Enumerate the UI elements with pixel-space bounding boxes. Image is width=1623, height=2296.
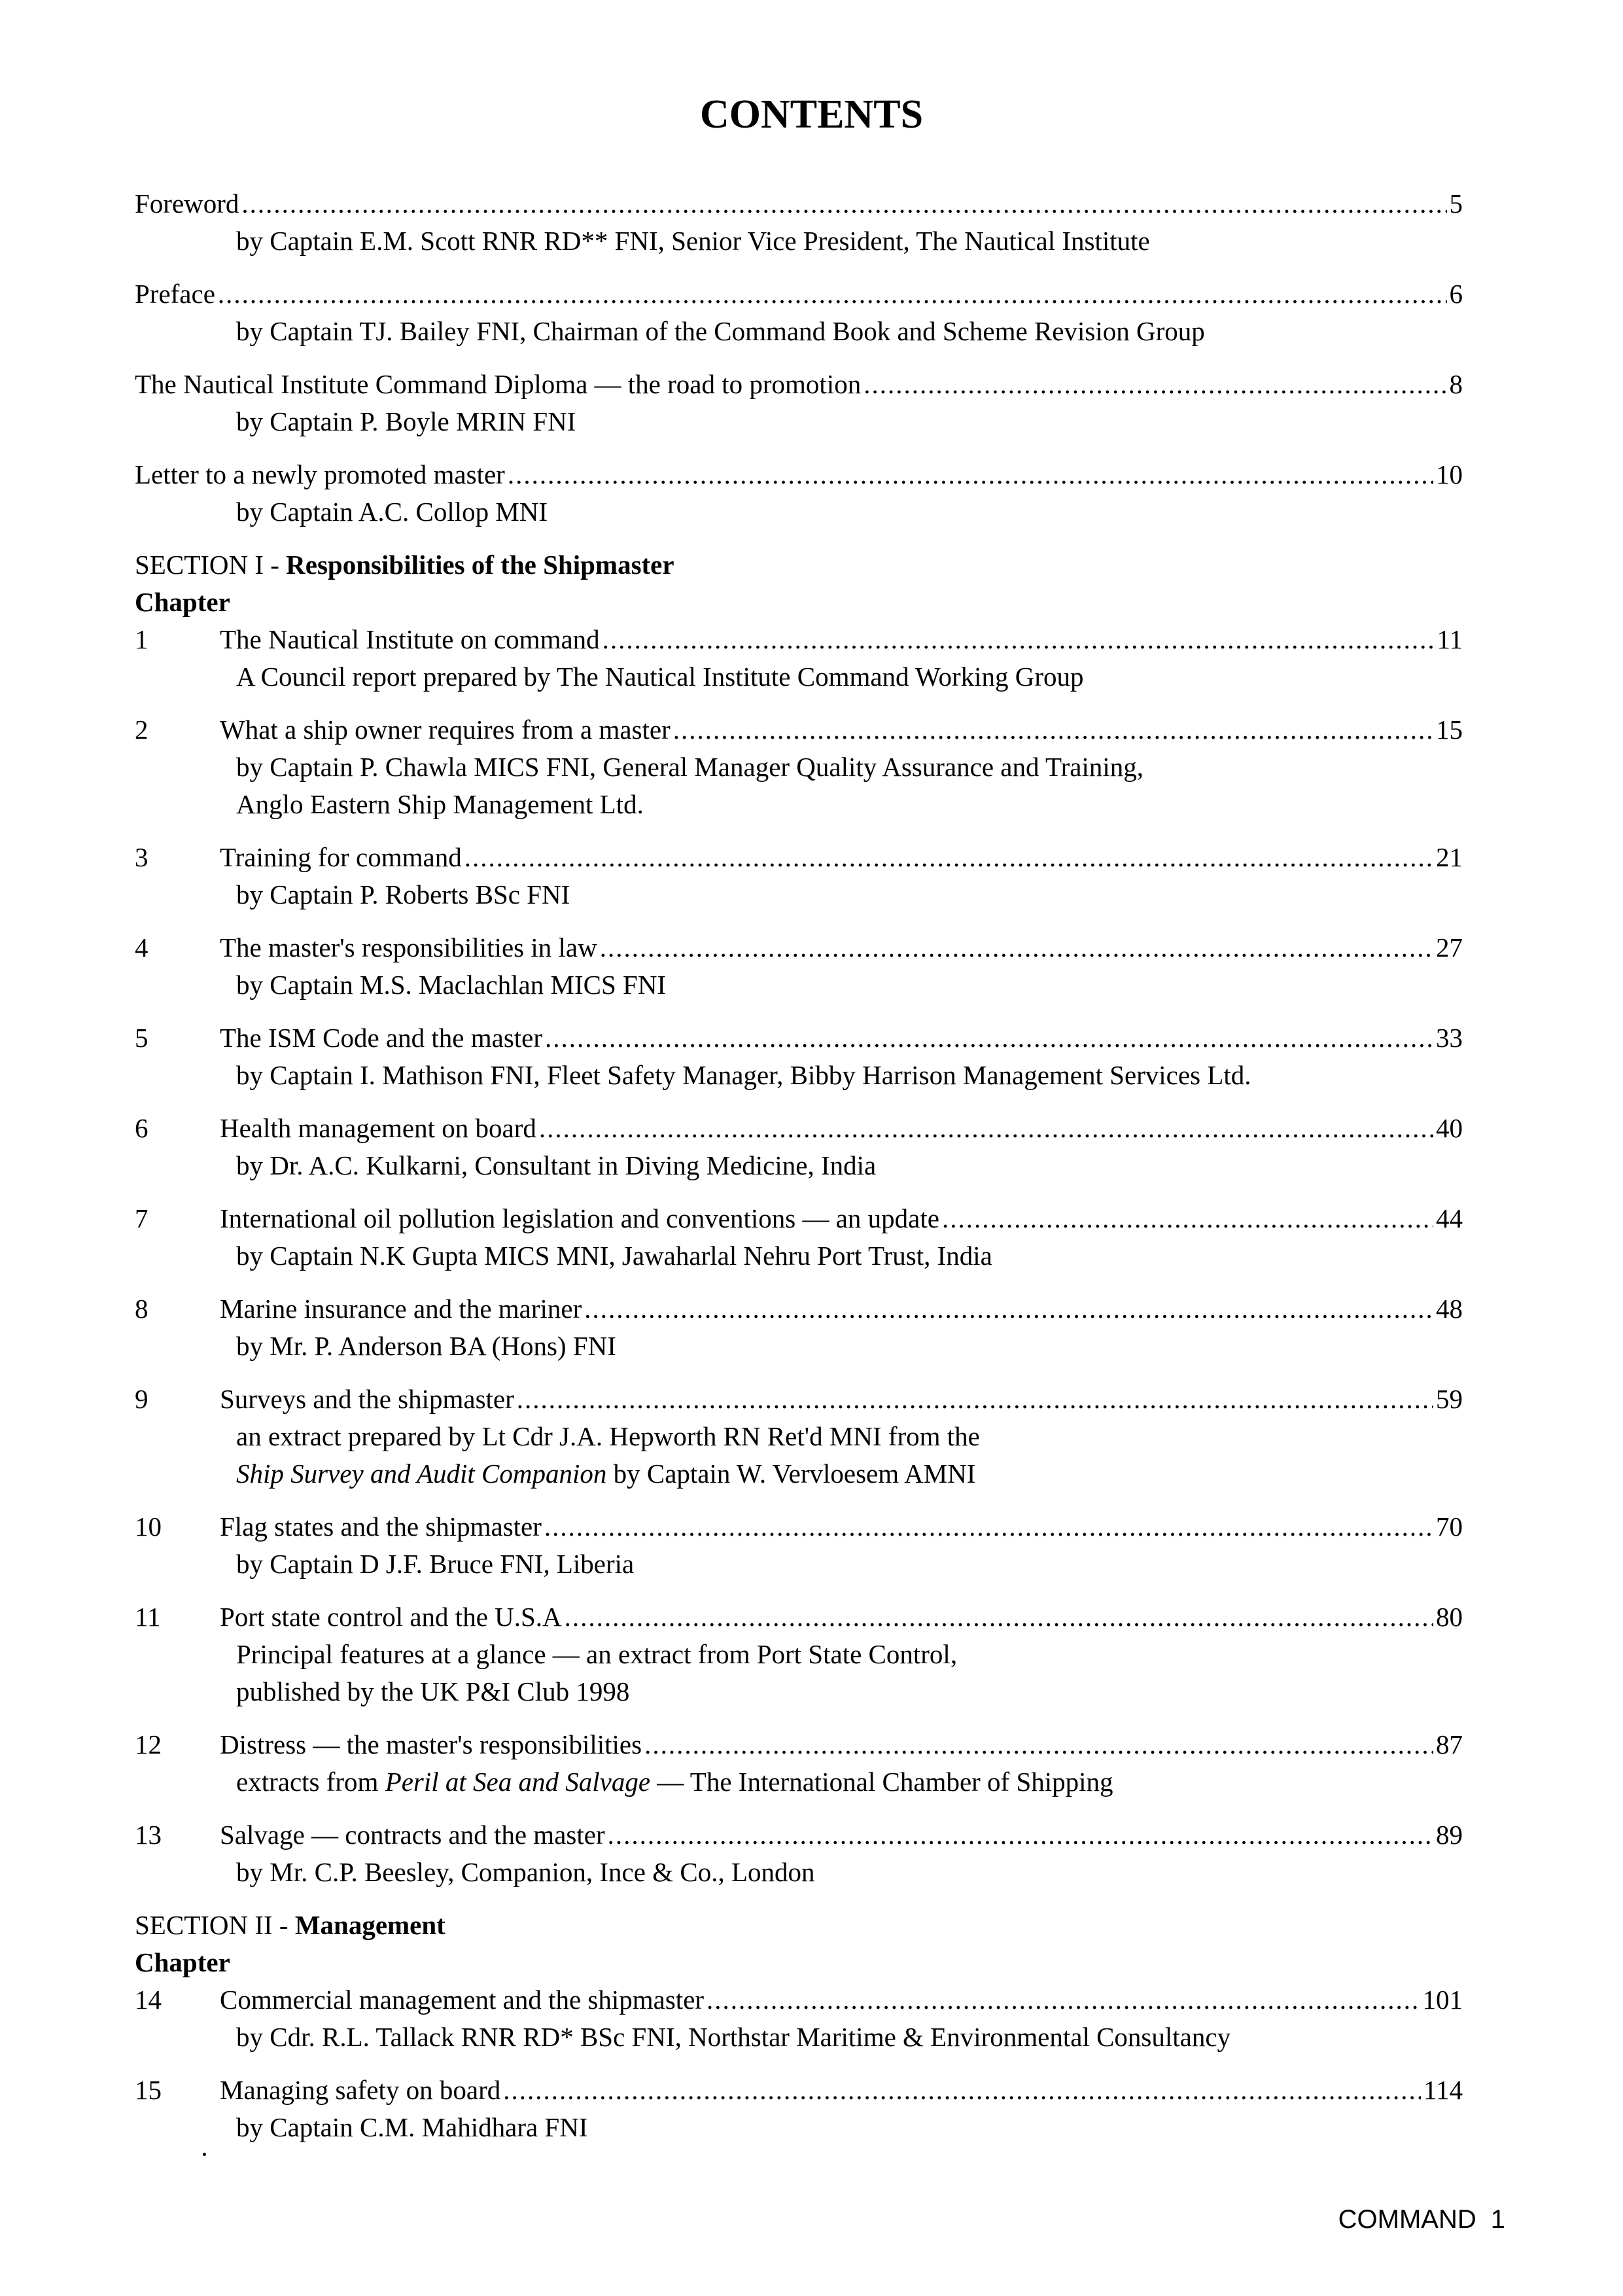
entry-page: 80 <box>1436 1602 1463 1632</box>
chapter-number: 8 <box>135 1294 148 1324</box>
entry-page: 87 <box>1436 1729 1463 1759</box>
entry-page: 21 <box>1436 842 1463 872</box>
section-prefix: SECTION I - <box>135 550 287 580</box>
entry-author: by Captain D J.F. Bruce FNI, Liberia <box>236 1549 635 1579</box>
entry-author: by Captain N.K Gupta MICS MNI, Jawaharlal Nehru Port Trust, India <box>236 1241 992 1271</box>
entry-page: 8 <box>1449 369 1463 399</box>
leader-dots <box>464 839 1433 876</box>
footer-label: COMMAND <box>1338 2205 1476 2234</box>
toc-entry-chapter-11[interactable] <box>135 1598 1463 1710</box>
chapter-number: 11 <box>135 1602 161 1632</box>
section-name: Management <box>294 1910 445 1940</box>
chapter-number: 4 <box>135 932 148 963</box>
footer-page-number: 1 <box>1490 2205 1505 2234</box>
toc-entry-chapter-6[interactable] <box>135 1110 1463 1184</box>
entry-title: The Nautical Institute on command <box>220 624 600 654</box>
entry-author: by Captain C.M. Mahidhara FNI <box>236 2112 588 2142</box>
entry-title: Foreword <box>135 188 239 219</box>
entry-author: by Captain E.M. Scott RNR RD** FNI, Senior Vice President, The Nautical Institute <box>236 226 1150 256</box>
entry-title: Salvage — contracts and the master <box>220 1820 605 1850</box>
leader-dots <box>644 1726 1433 1763</box>
toc-entry-chapter-1[interactable] <box>135 621 1463 696</box>
entry-author: by Captain M.S. Maclachlan MICS FNI <box>236 970 667 1000</box>
chapter-label: Chapter <box>135 1947 230 1977</box>
entry-title: Letter to a newly promoted master <box>135 459 505 489</box>
entry-author: by Captain P. Roberts BSc FNI <box>236 879 570 910</box>
chapter-number: 6 <box>135 1113 148 1143</box>
leader-dots <box>544 1508 1433 1545</box>
entry-page: 5 <box>1449 188 1463 219</box>
leader-dots <box>673 711 1433 749</box>
toc-entry-chapter-13[interactable] <box>135 1816 1463 1891</box>
entry-author: by Captain TJ. Bailey FNI, Chairman of the Command Book and Scheme Revision Group <box>236 316 1205 346</box>
entry-author: by Cdr. R.L. Tallack RNR RD* BSc FNI, Northstar Maritime & Environmental Consultancy <box>236 2022 1231 2052</box>
section-heading <box>135 546 1463 584</box>
leader-dots <box>707 1981 1420 2019</box>
entry-title: Flag states and the shipmaster <box>220 1511 542 1542</box>
toc-entry-chapter-15[interactable] <box>135 2072 1463 2146</box>
entry-author: by Mr. P. Anderson BA (Hons) FNI <box>236 1331 616 1361</box>
entry-author: by Captain P. Boyle MRIN FNI <box>236 406 576 436</box>
chapter-number: 5 <box>135 1023 148 1053</box>
toc-entry-chapter-9[interactable] <box>135 1381 1463 1492</box>
chapter-number: 7 <box>135 1203 148 1233</box>
entry-title: The ISM Code and the master <box>220 1023 543 1053</box>
entry-author-line-2: Anglo Eastern Ship Management Ltd. <box>236 789 644 819</box>
book-title: Ship Survey and Audit Companion <box>236 1458 607 1489</box>
entry-page: 15 <box>1436 715 1463 745</box>
leader-dots <box>602 621 1435 658</box>
entry-page: 89 <box>1436 1820 1463 1850</box>
entry-author <box>135 1763 1463 1801</box>
page-title: CONTENTS <box>699 92 924 137</box>
entry-author: by Dr. A.C. Kulkarni, Consultant in Diving Medicine, India <box>236 1150 877 1180</box>
toc-entry-chapter-4[interactable] <box>135 929 1463 1004</box>
entry-page: 44 <box>1436 1203 1463 1233</box>
chapter-number: 13 <box>135 1820 162 1850</box>
leader-dots <box>565 1598 1433 1636</box>
entry-page: 11 <box>1437 624 1463 654</box>
entry-author-suffix: — The International Chamber of Shipping <box>650 1767 1113 1797</box>
entry-page: 40 <box>1436 1113 1463 1143</box>
leader-dots <box>241 185 1446 222</box>
entry-page: 59 <box>1436 1384 1463 1414</box>
toc-entry-foreword[interactable] <box>135 185 1463 260</box>
leader-dots <box>517 1381 1433 1418</box>
entry-page: 48 <box>1436 1294 1463 1324</box>
chapter-label: Chapter <box>135 587 230 617</box>
leader-dots <box>545 1019 1433 1057</box>
leader-dots <box>864 366 1446 403</box>
entry-title: Health management on board <box>220 1113 536 1143</box>
stray-mark <box>203 2153 206 2156</box>
entry-title: Managing safety on board <box>220 2075 501 2105</box>
entry-title: Port state control and the U.S.A <box>220 1602 562 1632</box>
entry-author-line-2: published by the UK P&I Club 1998 <box>236 1676 630 1706</box>
chapter-number: 1 <box>135 624 148 654</box>
entry-title: Distress — the master's responsibilities <box>220 1729 642 1759</box>
toc-entry-chapter-2[interactable] <box>135 711 1463 823</box>
leader-dots <box>218 275 1447 313</box>
entry-page: 6 <box>1449 279 1463 309</box>
page-footer <box>1338 2205 1505 2234</box>
toc-entry-chapter-3[interactable] <box>135 839 1463 913</box>
entry-title: Surveys and the shipmaster <box>220 1384 514 1414</box>
entry-author: by Captain A.C. Collop MNI <box>236 497 548 527</box>
entry-page: 114 <box>1423 2075 1463 2105</box>
toc-entry-chapter-10[interactable] <box>135 1508 1463 1583</box>
entry-title: International oil pollution legislation and conventions — an update <box>220 1203 939 1233</box>
toc-entry-chapter-5[interactable] <box>135 1019 1463 1094</box>
entry-page: 27 <box>1436 932 1463 963</box>
leader-dots <box>503 2072 1421 2109</box>
entry-page: 70 <box>1436 1511 1463 1542</box>
entry-author-line-2 <box>135 1455 1463 1492</box>
toc-entry-chapter-8[interactable] <box>135 1290 1463 1365</box>
chapter-number: 14 <box>135 1985 162 2015</box>
entry-page: 10 <box>1436 459 1463 489</box>
section-name: Responsibilities of the Shipmaster <box>286 550 674 580</box>
leader-dots <box>508 456 1433 493</box>
section-prefix: SECTION II - <box>135 1910 295 1940</box>
entry-title: Preface <box>135 279 215 309</box>
entry-author: an extract prepared by Lt Cdr J.A. Hepworth RN Ret'd MNI from the <box>236 1421 980 1451</box>
entry-title: Training for command <box>220 842 462 872</box>
entry-title: Commercial management and the shipmaster <box>220 1985 705 2015</box>
table-of-contents <box>135 185 1463 2162</box>
entry-author: by Mr. C.P. Beesley, Companion, Ince & Co., London <box>236 1857 815 1887</box>
entry-author: by Captain P. Chawla MICS FNI, General Manager Quality Assurance and Training, <box>236 752 1143 782</box>
section-heading <box>135 1907 1463 1944</box>
entry-author-suffix: by Captain W. Vervloesem AMNI <box>606 1458 976 1489</box>
chapter-number: 15 <box>135 2075 162 2105</box>
toc-entry-preface[interactable] <box>135 275 1463 350</box>
chapter-number: 12 <box>135 1729 162 1759</box>
entry-author: Principal features at a glance — an extract from Port State Control, <box>236 1639 958 1669</box>
entry-title: What a ship owner requires from a master <box>220 715 671 745</box>
entry-title: The master's responsibilities in law <box>220 932 597 963</box>
leader-dots <box>942 1200 1433 1237</box>
toc-entry-letter[interactable] <box>135 456 1463 531</box>
entry-author: by Captain I. Mathison FNI, Fleet Safety Manager, Bibby Harrison Management Services Ltd. <box>236 1060 1251 1090</box>
toc-entry-command-diploma[interactable] <box>135 366 1463 440</box>
toc-entry-chapter-7[interactable] <box>135 1200 1463 1275</box>
chapter-number: 9 <box>135 1384 148 1414</box>
entry-title: The Nautical Institute Command Diploma — the road to promotion <box>135 369 862 399</box>
toc-entry-chapter-14[interactable] <box>135 1981 1463 2056</box>
entry-page: 33 <box>1436 1023 1463 1053</box>
entry-page: 101 <box>1422 1985 1463 2015</box>
entry-author: A Council report prepared by The Nautical Institute Command Working Group <box>236 662 1084 692</box>
leader-dots <box>608 1816 1433 1854</box>
entry-author-prefix: extracts from <box>236 1767 385 1797</box>
chapter-number: 3 <box>135 842 148 872</box>
leader-dots <box>584 1290 1433 1328</box>
book-title: Peril at Sea and Salvage <box>385 1767 651 1797</box>
chapter-number: 10 <box>135 1511 162 1542</box>
toc-entry-chapter-12[interactable] <box>135 1726 1463 1801</box>
chapter-number: 2 <box>135 715 148 745</box>
leader-dots <box>600 929 1433 966</box>
leader-dots <box>539 1110 1433 1147</box>
entry-title: Marine insurance and the mariner <box>220 1294 582 1324</box>
